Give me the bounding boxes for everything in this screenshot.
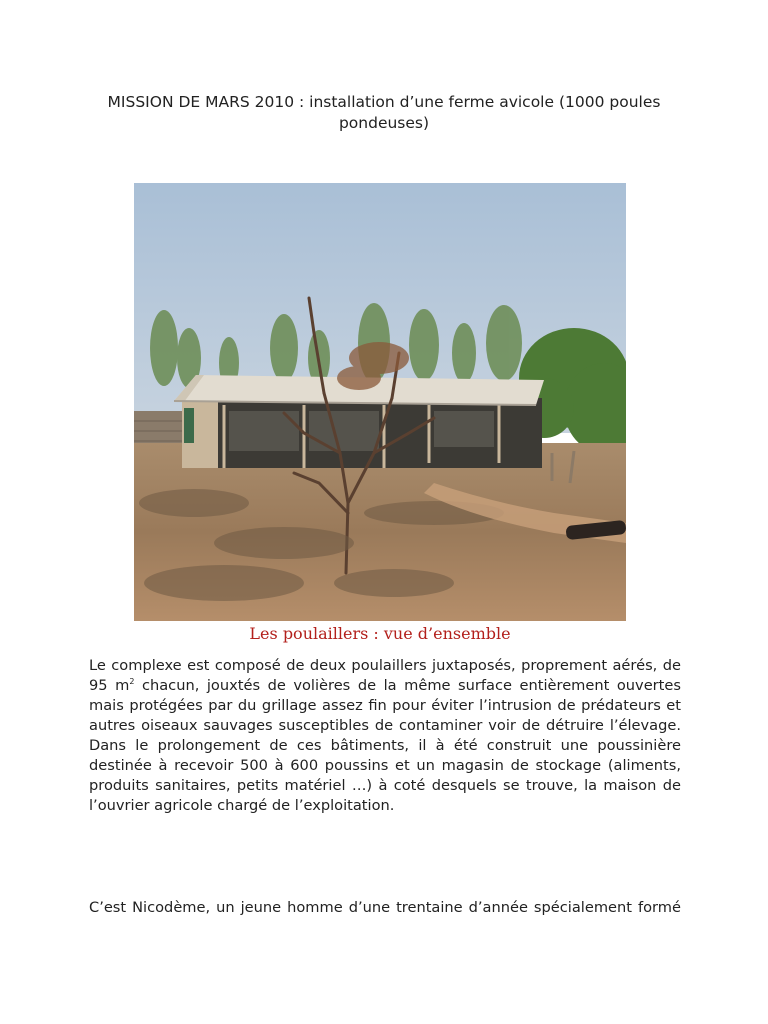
paragraph-1-text-end: chacun, jouxtés de volières de la même surface entièrement ouvertes mais protégées par du grillage assez fin pour éviter l’intrusion de prédateurs et autres oiseaux sauvages susceptibles de contaminer voir de détruire l’élevage. Dans le prolongement de ces bâtiments, il à été construit une poussinière destinée à recevoir 500 à 600 poussins et un magasin de stockage (aliments, produits sanitaires, petits matériel …) à coté desquels se trouve, la maison de l’ouvrier agricole chargé de l’exploitation. (89, 677, 681, 814)
document-title: MISSION DE MARS 2010 : installation d’une ferme avicole (1000 poules pondeuses) (107, 93, 661, 132)
paragraph-1 (89, 656, 681, 816)
paragraph-2: C’est Nicodème, un jeune homme d’une trentaine d’année spécialement formé (89, 899, 681, 916)
farm-photo (134, 183, 626, 621)
paragraph-1-text-start: Le complexe est composé de deux poulaillers juxtaposés, proprement aérés, de 95 m (89, 657, 681, 694)
superscript-2: 2 (129, 677, 135, 686)
photo-caption: Les poulaillers : vue d’ensemble (249, 624, 511, 643)
